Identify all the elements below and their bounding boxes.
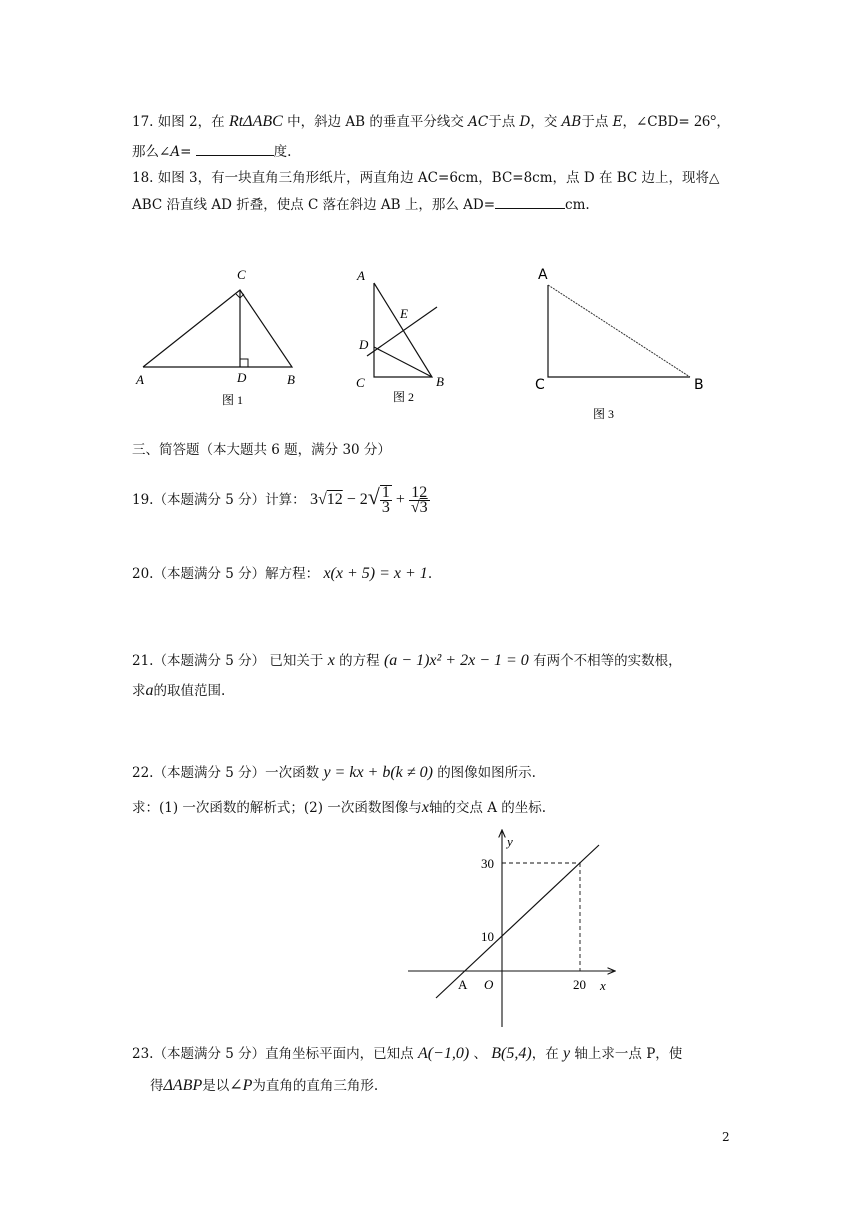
function-line [436, 845, 599, 998]
q17-text: A [170, 144, 181, 160]
q21-var: a [145, 682, 154, 699]
q17-text: 那么∠ [132, 144, 171, 160]
q23-line1 [132, 1044, 682, 1064]
q19-fraction1 [380, 485, 392, 515]
q19-fraction2 [409, 483, 430, 516]
q19-expression [309, 483, 430, 517]
q17-text: ，∠CBD= [622, 114, 690, 130]
sqrt-icon: √ [367, 484, 380, 509]
q18-line1: 18. 如图 3，有一块直角三角形纸片，两直角边 AC=6cm，BC=8cm，点 D 在 BC 边上，现将△ [132, 170, 720, 186]
section-heading: 三、简答题（本大题共 6 题，满分 30 分） [132, 442, 391, 458]
q17-text: 17. 如图 2，在 [132, 114, 225, 130]
fig2-label-e: E [400, 306, 408, 321]
q21-text: 有两个不相等的实数根， [533, 653, 682, 669]
q23-text: 轴上求一点 P，使 [574, 1046, 683, 1062]
tick-label-y10: 10 [481, 929, 494, 944]
q19-frac1-num: 1 [381, 484, 390, 502]
q20-prefix: 20.（本题满分 5 分）解方程： [132, 566, 320, 582]
q17-text: ，交 [530, 114, 558, 130]
q19-frac2-num: 12 [409, 486, 430, 501]
fig1-label-b: B [287, 372, 295, 387]
sqrt-icon: √ [317, 491, 327, 508]
q19-coef1: 3 [309, 491, 318, 508]
q23-triangle: ΔABP [163, 1077, 203, 1094]
q22-equation: y = kx + b(k ≠ 0) [323, 764, 433, 781]
q22-line2 [132, 798, 546, 818]
fig1-label-a: A [136, 372, 144, 387]
q23-text: 、 [473, 1046, 487, 1062]
q21-line2 [132, 681, 225, 701]
q23-point-b: B(5,4) [491, 1045, 532, 1062]
q19-frac2-radicand: 3 [419, 498, 428, 516]
q23-text: 为直角的直角三角形. [252, 1078, 379, 1094]
q21-line1 [132, 651, 682, 671]
fig2-label-b: B [436, 374, 444, 389]
q22-text: 的图像如图所示. [437, 765, 536, 781]
fig2-label-c: C [356, 375, 365, 390]
q22-text: 22.（本题满分 5 分）一次函数 [132, 765, 320, 781]
q23-var: y [563, 1045, 571, 1062]
q20-line [132, 564, 432, 584]
q21-text: 的取值范围. [153, 683, 226, 699]
figure-1 [135, 267, 295, 407]
origin-label: O [484, 977, 494, 992]
fig3-caption: 图 3 [593, 407, 615, 421]
fig2-triangle [374, 283, 432, 377]
q17-text: 于点 [488, 114, 516, 130]
q18-line2 [132, 194, 590, 215]
q21-equation: (a − 1)x² + 2x − 1 = 0 [383, 652, 529, 669]
q22-line1 [132, 763, 536, 783]
q17-text: AC [468, 114, 489, 130]
y-axis-label: y [507, 834, 513, 849]
fig1-label-c: C [237, 267, 246, 282]
fig2-label-d: D [359, 337, 369, 352]
q21-var: x [327, 652, 335, 669]
fig3-hypotenuse [548, 285, 690, 377]
q19-prefix: 19.（本题满分 5 分）计算： [132, 492, 306, 508]
figures-row [0, 260, 860, 460]
fig1-right-angle-mark [240, 359, 248, 367]
q19-coef2: 2 [359, 491, 368, 508]
q17-line1 [132, 112, 730, 132]
fig1-triangle [143, 290, 292, 367]
q17-text: E [612, 114, 623, 130]
q22-graph [0, 825, 860, 1035]
fig3-label-a: A [538, 267, 548, 283]
q23-text: 23.（本题满分 5 分）直角坐标平面内，已知点 [132, 1046, 414, 1062]
figure-2 [356, 268, 444, 404]
q19-minus: − [346, 491, 356, 508]
q21-text: 求 [132, 683, 146, 699]
answer-blank[interactable] [495, 194, 565, 209]
point-a-label: A [458, 977, 468, 992]
q17-line2 [132, 141, 291, 162]
q20-equation: x(x + 5) = x + 1 [323, 565, 428, 582]
fig2-label-a: A [357, 268, 365, 283]
q23-text: ，在 [531, 1046, 559, 1062]
q17-text: AB [561, 114, 582, 130]
q18-text: ABC 沿直线 AD 折叠，使点 C 落在斜边 AB 上，那么 AD= [132, 197, 496, 213]
q21-text: 的方程 [339, 653, 380, 669]
q23-text: 是以 [202, 1078, 230, 1094]
fig1-label-d: D [237, 370, 247, 385]
x-axis-label: x [600, 978, 606, 993]
q18-text: cm. [565, 197, 590, 213]
q20-suffix: . [427, 566, 433, 582]
q19-frac1-den: 3 [381, 499, 390, 517]
q17-text: 中，斜边 AB 的垂直平分线交 [287, 114, 464, 130]
q23-point-a: A(−1,0) [417, 1045, 470, 1062]
q17-triangle-math: RtΔABC [228, 113, 283, 130]
q17-text: D [519, 114, 531, 130]
q19-frac2-den: √3 [410, 498, 428, 516]
tick-label-x20: 20 [573, 977, 586, 992]
q19-radicand1: 12 [326, 491, 343, 508]
q23-angle: ∠P [229, 1077, 253, 1094]
q21-text: 21.（本题满分 5 分） 已知关于 [132, 653, 324, 669]
fig3-label-c: C [535, 377, 545, 393]
fig1-caption: 图 1 [222, 393, 244, 407]
tick-label-y30: 30 [481, 856, 494, 871]
figure-3 [535, 267, 704, 421]
q17-text: = [180, 144, 192, 160]
q23-line2 [150, 1076, 378, 1096]
q19-line [132, 483, 430, 515]
q23-text: 得 [150, 1078, 164, 1094]
fig2-caption: 图 2 [393, 390, 415, 404]
q22-var: x [421, 799, 429, 816]
q17-text: ， [716, 114, 730, 130]
q17-text: 于点 [581, 114, 609, 130]
q17-text: 度. [273, 144, 292, 160]
q17-angle-value: 26° [693, 113, 717, 130]
page-number: 2 [722, 1130, 730, 1144]
q22-text: 轴的交点 A 的坐标. [428, 800, 547, 816]
answer-blank[interactable] [196, 141, 274, 156]
q22-text: 求：(1) 一次函数的解析式；(2) 一次函数图像与 [132, 800, 422, 816]
fig3-label-b: B [694, 377, 704, 393]
q19-plus: + [395, 491, 405, 508]
